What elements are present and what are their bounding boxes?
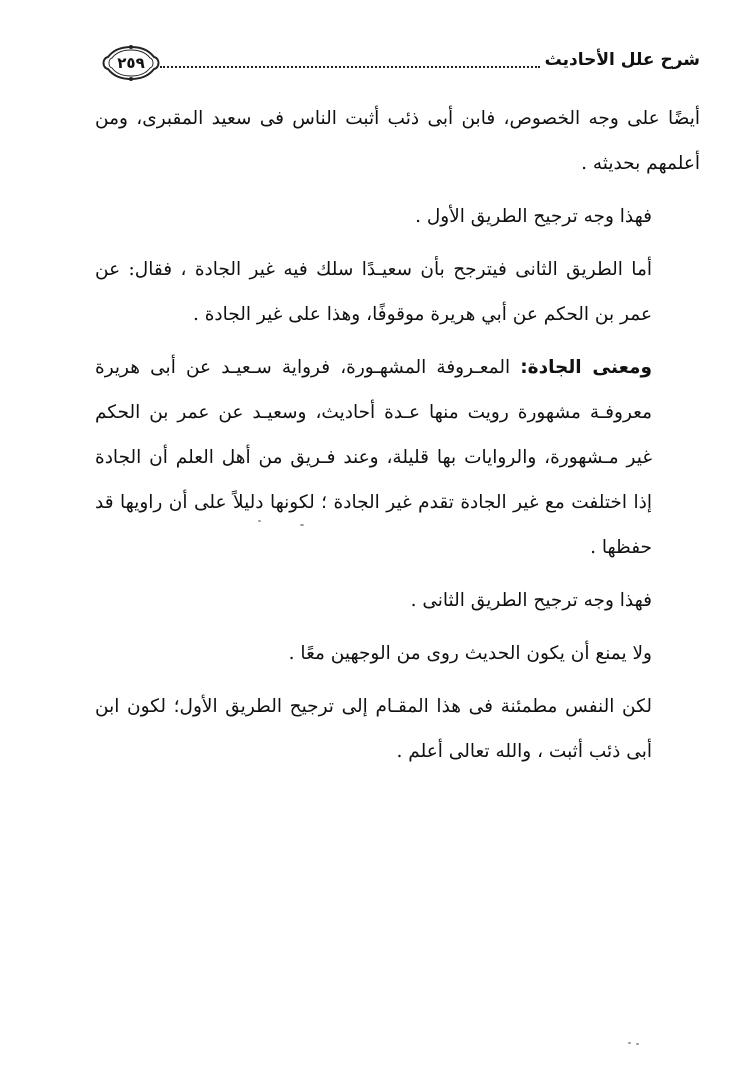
paragraph-5: فهذا وجه ترجيح الطريق الثانى . — [410, 590, 652, 611]
paragraph-7: لكن النفس مطمئنة فى هذا المقـام إلى ترجيح الطريق الأول؛ لكون ابن أبى ذئب أثبت ، والله تعالى أعلم . — [95, 696, 652, 762]
page-body — [95, 96, 700, 774]
paragraph-4 — [95, 345, 700, 570]
header-rule — [160, 66, 540, 68]
paragraph-2: فهذا وجه ترجيح الطريق الأول . — [415, 206, 652, 227]
paragraph-4-text: المعـروفة المشهـورة، فرواية سـعيـد عن أبى هريرة معروفـة مشهورة رويت منها عـدة أحاديث، وسعيـد عن عمر بن الحكم غير مـشهورة، والروايات بها قليلة، وعند فـريق من أهل العلم أن الجادة إذا اختلفت مع غير الجادة تقدم غير الجادة ؛ لكونها دليلاً على أن راويها قد حفظها . — [95, 357, 652, 558]
scan-speck — [628, 1042, 631, 1044]
term-heading: ومعنى الجادة: — [520, 357, 652, 378]
page-number: ٢٥٩ — [117, 54, 145, 72]
header-title: شرح علل الأحاديث — [544, 50, 700, 70]
page-number-badge — [100, 44, 162, 82]
scan-speck — [258, 520, 261, 522]
paragraph-6: ولا يمنع أن يكون الحديث روى من الوجهين معًا . — [288, 643, 652, 664]
scan-speck — [300, 524, 304, 526]
scan-speck — [636, 1043, 639, 1045]
paragraph-3: أما الطريق الثانى فيترجح بأن سعيـدًا سلك فيه غير الجادة ، فقال: عن عمر بن الحكم عن أبي هريرة موقوفًا، وهذا على غير الجادة . — [95, 259, 652, 325]
running-header — [100, 40, 700, 90]
paragraph-1: أيضًا على وجه الخصوص، فابن أبى ذئب أثبت الناس فى سعيد المقبرى، ومن أعلمهم بحديثه . — [95, 108, 700, 174]
